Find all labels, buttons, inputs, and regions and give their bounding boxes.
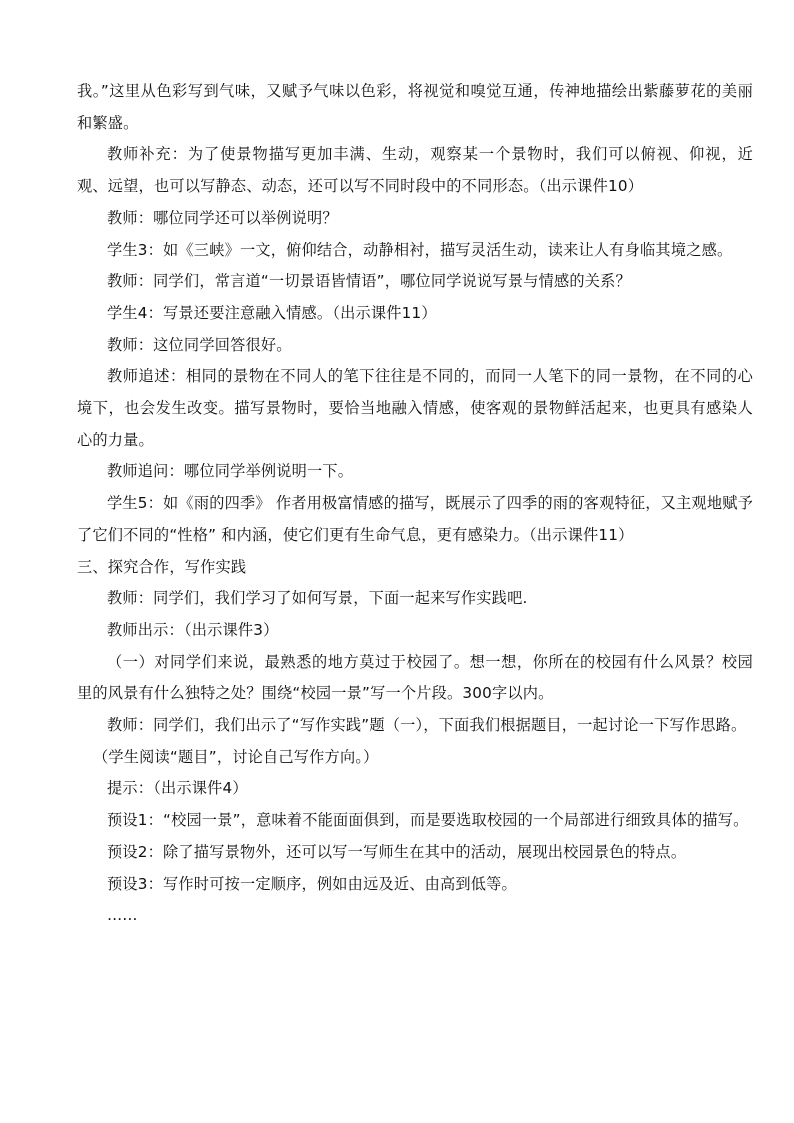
paragraph-teacher-question: 教师：哪位同学还可以举例说明？ [107,208,338,227]
paragraph-preset-1: 预设1：“校园一景”，意味着不能面面俱到，而是要选取校园的一个局部进行细致具体的描写。 [107,811,749,830]
paragraph-student-3: 学生3：如《三峡》一文，俯仰结合，动静相衬，描写灵活生动，读来让人有身临其境之感。 [107,240,733,259]
paragraph-teacher-practice-intro: 教师：同学们，我们学习了如何写景，下面一起来写作实践吧. [107,589,528,608]
section-heading: 三、探究合作，写作实践 [77,557,247,576]
paragraph-writing-task: （一）对同学们来说，最熟悉的地方莫过于校园了。想一想，你所在的校园有什么风景？校园里的风景有什么独特之处？围绕“校园一景”写一个片段。300字以内。 [77,652,753,703]
paragraph-preset-2: 预设2：除了描写景物外，还可以写一写师生在其中的活动，展现出校园景色的特点。 [107,842,687,861]
paragraph-student-4: 学生4：写景还要注意融入情感。（出示课件11） [107,303,437,322]
paragraph-teacher-emotion-question: 教师：同学们，常言道“一切景语皆情语”，哪位同学说说写景与情感的关系？ [107,272,631,291]
paragraph-quote-analysis: 我。”这里从色彩写到气味，又赋予气味以色彩，将视觉和嗅觉互通，传神地描绘出紫藤萝花的美丽和繁盛。 [77,82,753,132]
document-page [77,76,753,932]
paragraph-teacher-presents: 教师出示：（出示课件3） [107,620,279,639]
paragraph-preset-3: 预设3：写作时可按一定顺序，例如由远及近、由高到低等。 [107,874,517,893]
paragraph-ellipsis: …… [107,906,138,925]
paragraph-hint: 提示：（出示课件4） [107,779,248,798]
paragraph-student-5: 学生5：如《雨的四季》 作者用极富情感的描写，既展示了四季的雨的客观特征，又主观地赋予了它们不同的“性格” 和内涵，使它们更有生命气息，更有感染力。（出示课件11） [77,494,753,544]
paragraph-teacher-elaboration: 教师追述：相同的景物在不同人的笔下往往是不同的，而同一人笔下的同一景物，在不同的心境下，也会发生改变。描写景物时，要恰当地融入情感，使客观的景物鲜活起来，也更具有感染人心的力量。 [77,367,753,449]
paragraph-teacher-discussion: 教师：同学们，我们出示了“写作实践”题（一），下面我们根据题目，一起讨论一下写作思路。 [107,716,747,735]
paragraph-teacher-supplement: 教师补充：为了使景物描写更加丰满、生动，观察某一个景物时，我们可以俯视、仰视，近观、远望，也可以写静态、动态，还可以写不同时段中的不同形态。（出示课件10） [77,145,753,196]
paragraph-teacher-follow-up: 教师追问：哪位同学举例说明一下。 [107,462,354,481]
paragraph-student-activity: （学生阅读“题目”，讨论自己写作方向。） [93,747,379,766]
paragraph-teacher-praise: 教师：这位同学回答很好。 [107,335,292,354]
